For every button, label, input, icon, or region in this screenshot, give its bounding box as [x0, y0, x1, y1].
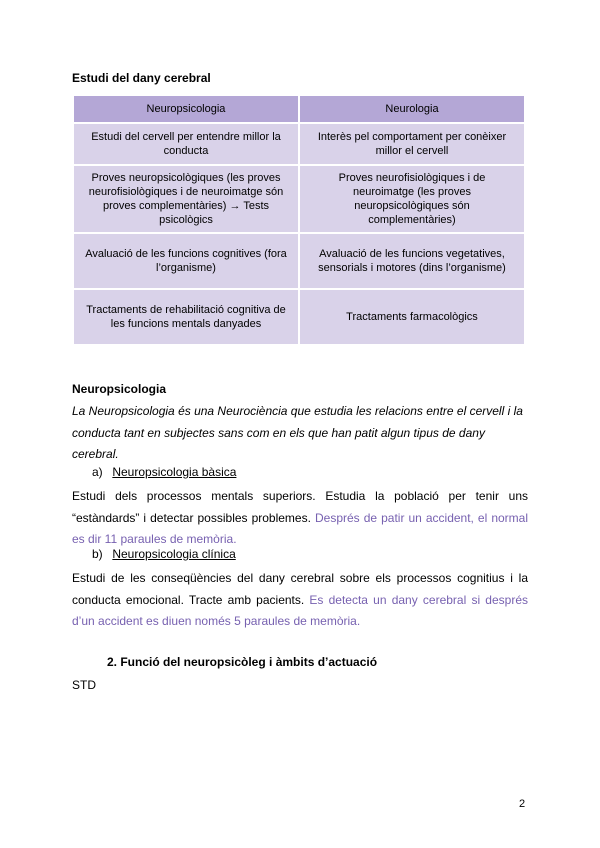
- table-header-row: [73, 95, 525, 123]
- subsection-heading-b: [92, 547, 236, 561]
- table-cell: Tractaments de rehabilitació cognitiva de les funcions mentals danyades: [73, 289, 299, 345]
- heading-2: 2. Funció del neuropsicòleg i àmbits d’actuació: [107, 655, 378, 669]
- comparison-table: [72, 94, 526, 346]
- table-row: [73, 123, 525, 165]
- table-row: [73, 233, 525, 289]
- paragraph-b: [72, 568, 528, 633]
- table-cell: Estudi del cervell per entendre millor la conducta: [73, 123, 299, 165]
- subsection-heading-a: [92, 465, 236, 479]
- paragraph-text: Estudi de les conseqüències del dany cerebral sobre els processos cognitius i la conducta emocional. Tracte amb pacients.: [72, 571, 528, 607]
- list-label: a): [92, 465, 103, 479]
- table-header-cell: Neurologia: [299, 95, 525, 123]
- page-number: 2: [519, 798, 526, 810]
- section-title: Neuropsicologia: [72, 382, 167, 396]
- table-row: [73, 165, 525, 233]
- table-title: Estudi del dany cerebral: [72, 71, 211, 85]
- table-cell: Proves neurofisiològiques i de neuroimatge (les proves neuropsicològiques són complementàries): [299, 165, 525, 233]
- table-cell: Tractaments farmacològics: [299, 289, 525, 345]
- table-cell: Avaluació de les funcions vegetatives, sensorials i motores (dins l’organisme): [299, 233, 525, 289]
- paragraph-a: [72, 486, 528, 551]
- table-cell: Interès pel comportament per conèixer millor el cervell: [299, 123, 525, 165]
- list-label: b): [92, 547, 103, 561]
- subsection-title: Neuropsicologia bàsica: [112, 465, 237, 479]
- std-text: STD: [72, 678, 96, 692]
- section-intro: La Neuropsicologia és una Neurociència que estudia les relacions entre el cervell i la conducta tant en subjectes sans com en els que han patit algun tipus de dany cerebral.: [72, 404, 523, 461]
- highlight-text: Es detecta un dany cerebral si després d’un accident es diuen només 5 paraules de memòria.: [72, 592, 528, 628]
- table-cell: Avaluació de les funcions cognitives (fora l’organisme): [73, 233, 299, 289]
- table-cell: Proves neuropsicològiques (les proves neurofisiològiques i de neuroimatge són proves complementàries) → Tests psicològics: [73, 165, 299, 233]
- subsection-title: Neuropsicologia clínica: [112, 547, 236, 561]
- table-row: [73, 289, 525, 345]
- table-header-cell: Neuropsicologia: [73, 95, 299, 123]
- highlight-text: Després de patir un accident, el normal es dir 11 paraules de memòria.: [72, 510, 528, 546]
- paragraph-text: Estudi dels processos mentals superiors. Estudia la població per tenir uns “estàndards” i detectar possibles problemes.: [72, 489, 528, 525]
